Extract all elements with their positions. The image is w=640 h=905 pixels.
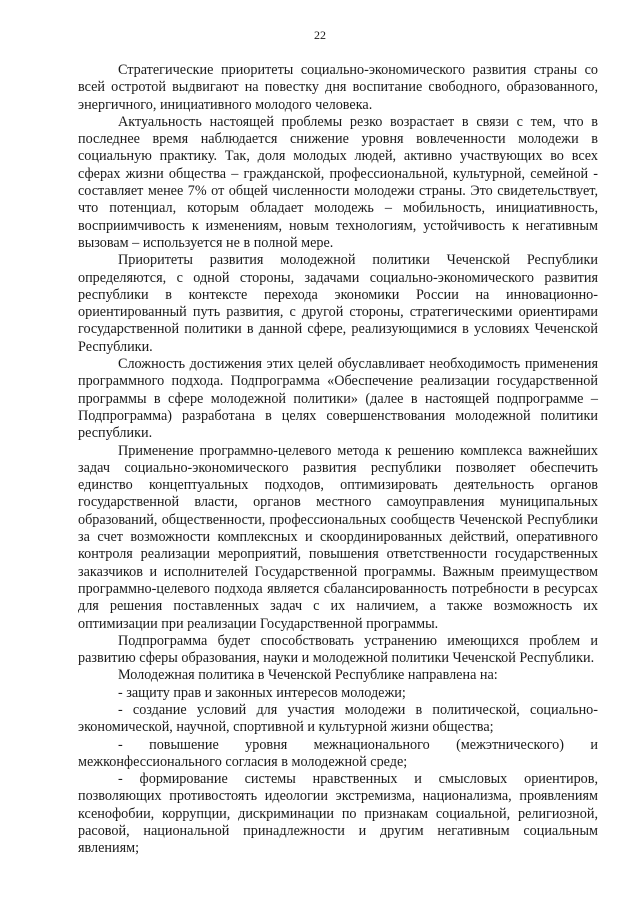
- document-body: [78, 62, 598, 858]
- paragraph-strategic-priorities: Стратегические приоритеты социально-экономического развития страны со всей остротой выдвигают на повестку дня воспитание свободного, образованного, энергичного, инициативного молодого человека.: [78, 62, 598, 113]
- list-item-rights-protection: - защиту прав и законных интересов молодежи;: [118, 684, 406, 701]
- paragraph-program-target-method: Применение программно-целевого метода к решению комплекса важнейших задач социально-экономического развития республики позволяет обеспечить единство концептуальных подходов, оптимизировать деятельность органов государственной власти, органов местного самоуправления муниципальных образований, общественности, профессиональных сообществ Чеченской Республики за счет возможности комплексных и скоординированных действий, оперативного контроля реализации мероприятий, повышения ответственности государственных заказчиков и исполнителей Государственной программы. Важным преимуществом программно-целевого подхода является сбалансированность потребности в ресурсах для решения поставленных задач с их наличием, а также возможность их оптимизации при реализации Государственной программы.: [78, 442, 598, 632]
- page-number: 22: [314, 28, 326, 42]
- list-item-moral-guidelines: - формирование системы нравственных и смысловых ориентиров, позволяющих противостоять идеологии экстремизма, национализма, проявлениям ксенофобии, коррупции, дискриминации по признакам социальной, религиозной, расовой, национальной принадлежности и другим негативным социальным явлениям;: [78, 771, 598, 857]
- paragraph-subprogram-contribution: Подпрограмма будет способствовать устранению имеющихся проблем и развитию сферы образования, науки и молодежной политики Чеченской Республики.: [78, 632, 598, 667]
- paragraph-policy-priorities: Приоритеты развития молодежной политики Чеченской Республики определяются, с одной стороны, задачами социально-экономического развития республики в контексте перехода экономики России на инновационно-ориентированный путь развития, с другой стороны, стратегическими ориентирами государственной политики в данной сфере, реализующимися в условиях Чеченской Республики.: [78, 252, 598, 355]
- paragraph-program-approach: Сложность достижения этих целей обуславливает необходимость применения программного подхода. Подпрограмма «Обеспечение реализации государственной программы в сфере молодежной политики» (далее в настоящей подпрограмме – Подпрограмма) разработана в целях совершенствования молодежной политики республики.: [78, 356, 598, 442]
- paragraph-policy-directions-intro: Молодежная политика в Чеченской Республике направлена на:: [118, 667, 498, 684]
- paragraph-relevance: Актуальность настоящей проблемы резко возрастает в связи с тем, что в последнее время наблюдается снижение уровня вовлеченности молодежи в социальную практику. Так, доля молодых людей, активно участвующих во всех сферах жизни общества – гражданской, профессиональной, культурной, семейной - составляет менее 7% от общей численности молодежи страны. Это свидетельствует, что потенциал, которым обладает молодежь – мобильность, инициативность, восприимчивость к изменениям, новым технологиям, устойчивость к негативным вызовам – используется не в полной мере.: [78, 113, 598, 251]
- list-item-interethnic-harmony: - повышение уровня межнационального (межэтнического) и межконфессионального согласия в молодежной среде;: [78, 736, 598, 770]
- list-item-participation-conditions: - создание условий для участия молодежи в политической, социально-экономической, научной, спортивной и культурной жизни общества;: [78, 701, 598, 736]
